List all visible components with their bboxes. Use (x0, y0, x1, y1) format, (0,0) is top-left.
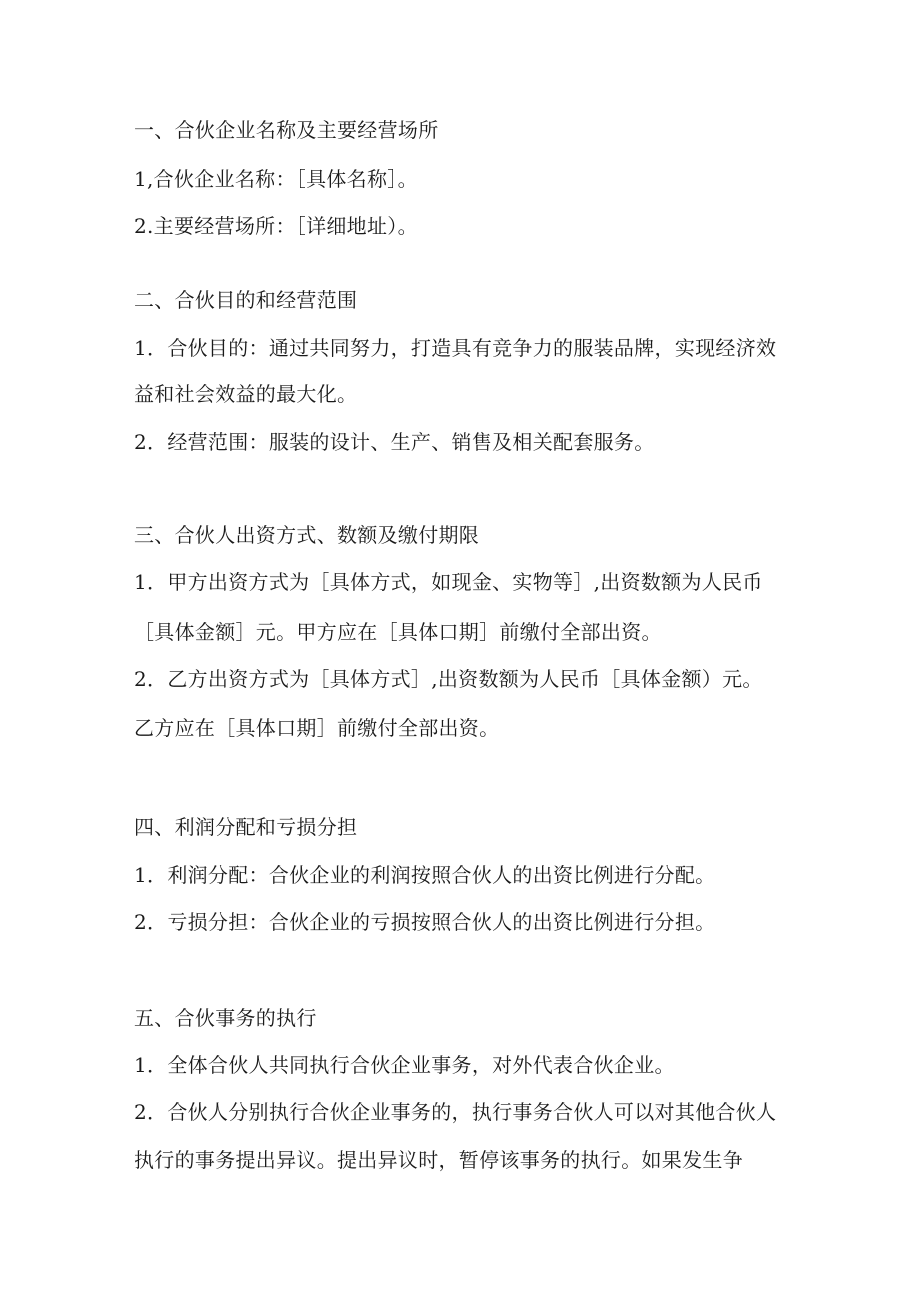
section-2-heading: 二、合伙目的和经营范围 (134, 288, 358, 312)
section-2-line-1: 1．合伙目的：通过共同努力，打造具有竞争力的服装品牌，实现经济效 (134, 336, 777, 360)
section-3-line-2: ［具体金额］元。甲方应在［具体口期］前缴付全部出资。 (134, 620, 662, 644)
section-3-line-4: 乙方应在［具体口期］前缴付全部出资。 (134, 716, 500, 740)
section-2-line-2: 益和社会效益的最大化。 (134, 382, 358, 406)
section-1-heading: 一、合伙企业名称及主要经营场所 (134, 118, 439, 142)
section-4-heading: 四、利润分配和亏损分担 (134, 815, 358, 839)
section-1-line-2: 2.主要经营场所：［详细地址）。 (134, 214, 418, 238)
section-1-line-1: 1,合伙企业名称：［具体名称］。 (134, 167, 418, 191)
section-5-line-1: 1．全体合伙人共同执行合伙企业事务，对外代表合伙企业。 (134, 1053, 675, 1077)
section-4-line-1: 1．利润分配：合伙企业的利润按照合伙人的出资比例进行分配。 (134, 863, 716, 887)
section-5-line-2: 2．合伙人分别执行合伙企业事务的，执行事务合伙人可以对其他合伙人 (134, 1100, 777, 1124)
section-3-line-3: 2．乙方出资方式为［具体方式］,出资数额为人民币［具体金额）元。 (134, 667, 763, 691)
section-2-line-3: 2．经营范围：服装的设计、生产、销售及相关配套服务。 (134, 430, 655, 454)
section-3-line-1: 1．甲方出资方式为［具体方式，如现金、实物等］,出资数额为人民币 (134, 570, 763, 594)
section-3-heading: 三、合伙人出资方式、数额及缴付期限 (134, 523, 480, 547)
section-4-line-2: 2．亏损分担：合伙企业的亏损按照合伙人的出资比例进行分担。 (134, 910, 716, 934)
section-5-line-3: 执行的事务提出异议。提出异议时，暂停该事务的执行。如果发生争 (134, 1148, 743, 1172)
section-5-heading: 五、合伙事务的执行 (134, 1006, 317, 1030)
